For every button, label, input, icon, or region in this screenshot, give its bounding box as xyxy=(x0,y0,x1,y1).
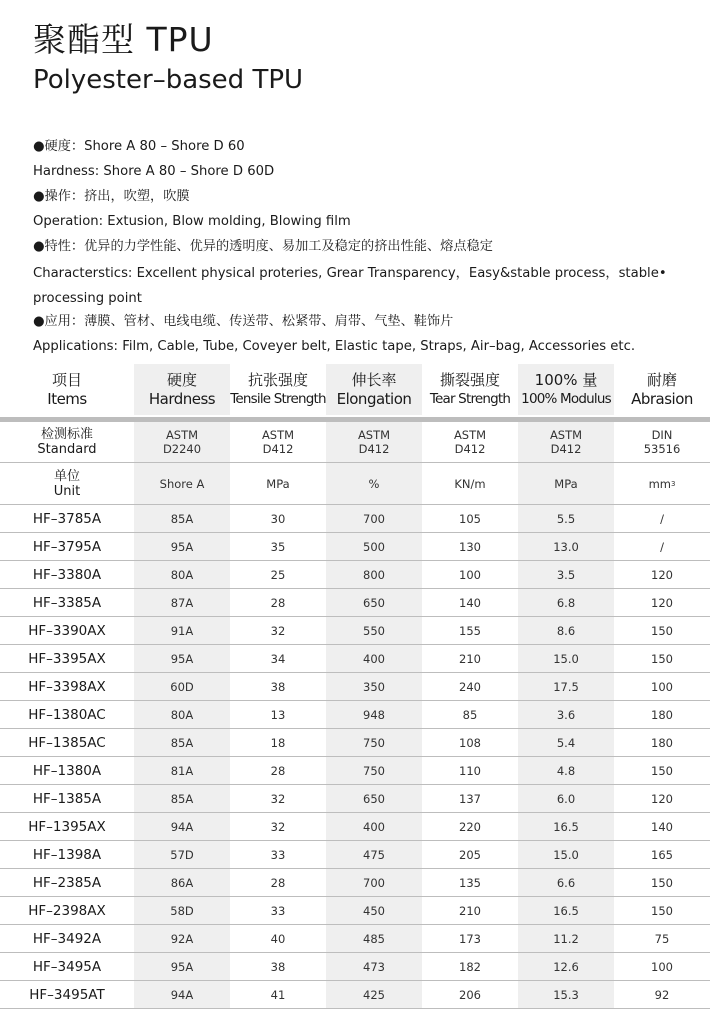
table-row xyxy=(0,813,710,841)
cell-tensile-strength: 41 xyxy=(270,987,286,1002)
cell-abrasion: 100 xyxy=(651,959,673,974)
cell-hardness: 85A xyxy=(134,729,230,756)
unit-cell: % xyxy=(326,463,422,504)
cell-modulus: 17.5 xyxy=(518,673,614,700)
cell-tear-strength: 155 xyxy=(459,623,481,638)
cell-abrasion: 120 xyxy=(651,791,673,806)
table-row xyxy=(0,785,710,813)
cell-abrasion: / xyxy=(660,539,664,554)
cell-abrasion: 150 xyxy=(651,763,673,778)
cell-tensile-strength: 32 xyxy=(270,623,286,638)
cell-grade: HF–3385A xyxy=(32,594,102,611)
cell-elongation: 650 xyxy=(326,589,422,616)
cell-hardness: 86A xyxy=(134,869,230,896)
cell-grade: HF–3390AX xyxy=(28,622,106,639)
cell-grade: HF–1385A xyxy=(32,790,102,807)
cell-tensile-strength: 38 xyxy=(270,679,286,694)
operation-en: Operation: Extusion, Blow molding, Blowing film xyxy=(33,214,351,229)
unit-row xyxy=(0,463,710,505)
table-row xyxy=(0,617,710,645)
cell-hardness: 94A xyxy=(134,813,230,840)
cell-modulus: 6.0 xyxy=(518,785,614,812)
header-hardness: 硬度 Hardness xyxy=(134,364,230,415)
cell-tear-strength: 220 xyxy=(459,819,481,834)
header-modulus: 100% 量 100% Modulus xyxy=(518,364,614,415)
cell-tear-strength: 135 xyxy=(459,875,481,890)
cell-modulus: 15.0 xyxy=(518,841,614,868)
cell-hardness: 95A xyxy=(134,645,230,672)
cell-hardness: 58D xyxy=(134,897,230,924)
table-row xyxy=(0,561,710,589)
cell-tear-strength: 205 xyxy=(459,847,481,862)
cell-tear-strength: 210 xyxy=(459,903,481,918)
cell-abrasion: 92 xyxy=(654,987,670,1002)
cell-elongation: 750 xyxy=(326,729,422,756)
cell-abrasion: 140 xyxy=(651,819,673,834)
standard-cell: ASTM D412 xyxy=(261,428,295,456)
cell-tensile-strength: 28 xyxy=(270,875,286,890)
cell-abrasion: 150 xyxy=(651,875,673,890)
cell-hardness: 91A xyxy=(134,617,230,644)
table-row xyxy=(0,897,710,925)
cell-tensile-strength: 25 xyxy=(270,567,286,582)
cell-tensile-strength: 38 xyxy=(270,959,286,974)
cell-modulus: 8.6 xyxy=(518,617,614,644)
cell-tensile-strength: 32 xyxy=(270,791,286,806)
cell-grade: HF–1385AC xyxy=(28,734,106,751)
cell-elongation: 400 xyxy=(326,645,422,672)
cell-tear-strength: 130 xyxy=(459,539,481,554)
cell-hardness: 60D xyxy=(134,673,230,700)
cell-hardness: 94A xyxy=(134,981,230,1008)
cell-tensile-strength: 33 xyxy=(270,847,286,862)
table-row xyxy=(0,533,710,561)
cell-tensile-strength: 33 xyxy=(270,903,286,918)
cell-abrasion: 180 xyxy=(651,735,673,750)
standard-cell: ASTM D412 xyxy=(518,422,614,462)
table-row xyxy=(0,645,710,673)
cell-tear-strength: 85 xyxy=(462,707,478,722)
table-row xyxy=(0,869,710,897)
cell-hardness: 80A xyxy=(134,561,230,588)
cell-elongation: 948 xyxy=(326,701,422,728)
characteristics-en: Characterstics: Excellent physical proteries, Grear Transparency，Easy&stable process，stable• processing point xyxy=(33,266,667,306)
cell-grade: HF–1398A xyxy=(32,846,102,863)
cell-tensile-strength: 35 xyxy=(270,539,286,554)
table-row xyxy=(0,953,710,981)
cell-hardness: 80A xyxy=(134,701,230,728)
cell-elongation: 475 xyxy=(326,841,422,868)
cell-tear-strength: 108 xyxy=(459,735,481,750)
page-title-english: Polyester–based TPU xyxy=(33,65,304,95)
cell-grade: HF–3380A xyxy=(32,566,102,583)
data-rows xyxy=(0,505,710,1009)
cell-grade: HF–2398AX xyxy=(28,902,106,919)
cell-hardness: 81A xyxy=(134,757,230,784)
cell-modulus: 15.3 xyxy=(518,981,614,1008)
unit-label: 单位 Unit xyxy=(53,468,81,499)
cell-abrasion: 100 xyxy=(651,679,673,694)
unit-cell: MPa xyxy=(518,463,614,504)
cell-elongation: 350 xyxy=(326,673,422,700)
unit-cell-abrasion: mm 3 xyxy=(648,476,676,491)
cell-grade: HF–1380A xyxy=(32,762,102,779)
cell-modulus: 3.6 xyxy=(518,701,614,728)
cell-tensile-strength: 28 xyxy=(270,763,286,778)
cell-grade: HF–1380AC xyxy=(28,706,106,723)
cell-modulus: 5.4 xyxy=(518,729,614,756)
standard-cell: DIN 53516 xyxy=(643,428,681,456)
table-row xyxy=(0,841,710,869)
cell-abrasion: 180 xyxy=(651,707,673,722)
cell-tensile-strength: 40 xyxy=(270,931,286,946)
unit-cell: Shore A xyxy=(134,463,230,504)
cell-hardness: 57D xyxy=(134,841,230,868)
cell-elongation: 650 xyxy=(326,785,422,812)
cell-grade: HF–3492A xyxy=(32,930,102,947)
cell-abrasion: 165 xyxy=(651,847,673,862)
cell-abrasion: 75 xyxy=(654,931,670,946)
cell-hardness: 92A xyxy=(134,925,230,952)
cell-grade: HF–3785A xyxy=(32,510,102,527)
cell-tear-strength: 105 xyxy=(459,511,481,526)
table-row xyxy=(0,981,710,1009)
cell-tear-strength: 140 xyxy=(459,595,481,610)
table-row xyxy=(0,701,710,729)
cell-grade: HF–1395AX xyxy=(28,818,106,835)
properties-table xyxy=(0,364,710,1009)
header-elongation: 伸长率 Elongation xyxy=(326,364,422,415)
cell-tensile-strength: 32 xyxy=(270,819,286,834)
operation-cn: ●操作：挤出，吹塑，吹膜 xyxy=(33,189,190,204)
cell-tensile-strength: 28 xyxy=(270,595,286,610)
cell-tear-strength: 100 xyxy=(459,567,481,582)
standard-cell: ASTM D412 xyxy=(453,428,487,456)
cell-modulus: 16.5 xyxy=(518,897,614,924)
cell-hardness: 95A xyxy=(134,533,230,560)
product-info xyxy=(33,136,703,361)
cell-grade: HF–3398AX xyxy=(28,678,106,695)
cell-elongation: 500 xyxy=(326,533,422,560)
table-row xyxy=(0,757,710,785)
header-abrasion: 耐磨 Abrasion xyxy=(631,370,693,408)
cell-hardness: 85A xyxy=(134,785,230,812)
cell-elongation: 473 xyxy=(326,953,422,980)
cell-grade: HF–2385A xyxy=(32,874,102,891)
standard-label: 检测标准 Standard xyxy=(37,427,97,457)
characteristics-cn: ●特性：优异的力学性能、优异的透明度、易加工及稳定的挤出性能、熔点稳定 xyxy=(33,239,493,254)
cell-modulus: 4.8 xyxy=(518,757,614,784)
header-items: 项目 Items xyxy=(47,370,87,408)
cell-tear-strength: 206 xyxy=(459,987,481,1002)
unit-cell: KN/m xyxy=(454,476,486,491)
cell-hardness: 87A xyxy=(134,589,230,616)
cell-elongation: 400 xyxy=(326,813,422,840)
cell-elongation: 425 xyxy=(326,981,422,1008)
cell-modulus: 6.6 xyxy=(518,869,614,896)
table-header xyxy=(0,364,710,415)
hardness-en: Hardness: Shore A 80 – Shore D 60D xyxy=(33,164,275,179)
cell-tensile-strength: 13 xyxy=(270,707,286,722)
page-title-chinese: 聚酯型 TPU xyxy=(33,20,214,59)
cell-tear-strength: 182 xyxy=(459,959,481,974)
cell-elongation: 700 xyxy=(326,505,422,532)
standard-cell: ASTM D2240 xyxy=(134,422,230,462)
cell-abrasion: 150 xyxy=(651,651,673,666)
cell-tensile-strength: 34 xyxy=(270,651,286,666)
cell-abrasion: 120 xyxy=(651,567,673,582)
cell-modulus: 5.5 xyxy=(518,505,614,532)
cell-grade: HF–3495A xyxy=(32,958,102,975)
cell-modulus: 3.5 xyxy=(518,561,614,588)
cell-tear-strength: 137 xyxy=(459,791,481,806)
table-row xyxy=(0,589,710,617)
cell-tear-strength: 240 xyxy=(459,679,481,694)
cell-modulus: 12.6 xyxy=(518,953,614,980)
cell-abrasion: 150 xyxy=(651,903,673,918)
cell-elongation: 485 xyxy=(326,925,422,952)
cell-grade: HF–3395AX xyxy=(28,650,106,667)
table-row xyxy=(0,729,710,757)
unit-cell: MPa xyxy=(266,476,290,491)
cell-modulus: 11.2 xyxy=(518,925,614,952)
cell-elongation: 550 xyxy=(326,617,422,644)
cell-tear-strength: 110 xyxy=(459,763,481,778)
cell-grade: HF–3495AT xyxy=(29,986,105,1003)
cell-tear-strength: 210 xyxy=(459,651,481,666)
standard-row xyxy=(0,422,710,463)
header-tear-strength: 撕裂强度 Tear Strength xyxy=(429,370,511,407)
applications-en: Applications: Film, Cable, Tube, Coveyer belt, Elastic tape, Straps, Air–bag, Accessories etc. xyxy=(33,339,636,354)
cell-hardness: 85A xyxy=(134,505,230,532)
cell-hardness: 95A xyxy=(134,953,230,980)
table-row xyxy=(0,925,710,953)
cell-abrasion: 120 xyxy=(651,595,673,610)
table-row xyxy=(0,673,710,701)
cell-elongation: 800 xyxy=(326,561,422,588)
standard-cell: ASTM D412 xyxy=(326,422,422,462)
cell-tensile-strength: 30 xyxy=(270,511,286,526)
cell-modulus: 15.0 xyxy=(518,645,614,672)
table-row xyxy=(0,505,710,533)
header-tensile-strength: 抗张强度 Tensile Strength xyxy=(230,370,326,407)
cell-modulus: 13.0 xyxy=(518,533,614,560)
cell-elongation: 450 xyxy=(326,897,422,924)
cell-tensile-strength: 18 xyxy=(270,735,286,750)
cell-elongation: 750 xyxy=(326,757,422,784)
cell-abrasion: / xyxy=(660,511,664,526)
applications-cn: ●应用：薄膜、管材、电线电缆、传送带、松紧带、肩带、气垫、鞋饰片 xyxy=(33,314,454,329)
cell-modulus: 16.5 xyxy=(518,813,614,840)
cell-tear-strength: 173 xyxy=(459,931,481,946)
hardness-cn: ●硬度：Shore A 80 – Shore D 60 xyxy=(33,139,245,154)
cell-grade: HF–3795A xyxy=(32,538,102,555)
cell-elongation: 700 xyxy=(326,869,422,896)
cell-modulus: 6.8 xyxy=(518,589,614,616)
cell-abrasion: 150 xyxy=(651,623,673,638)
